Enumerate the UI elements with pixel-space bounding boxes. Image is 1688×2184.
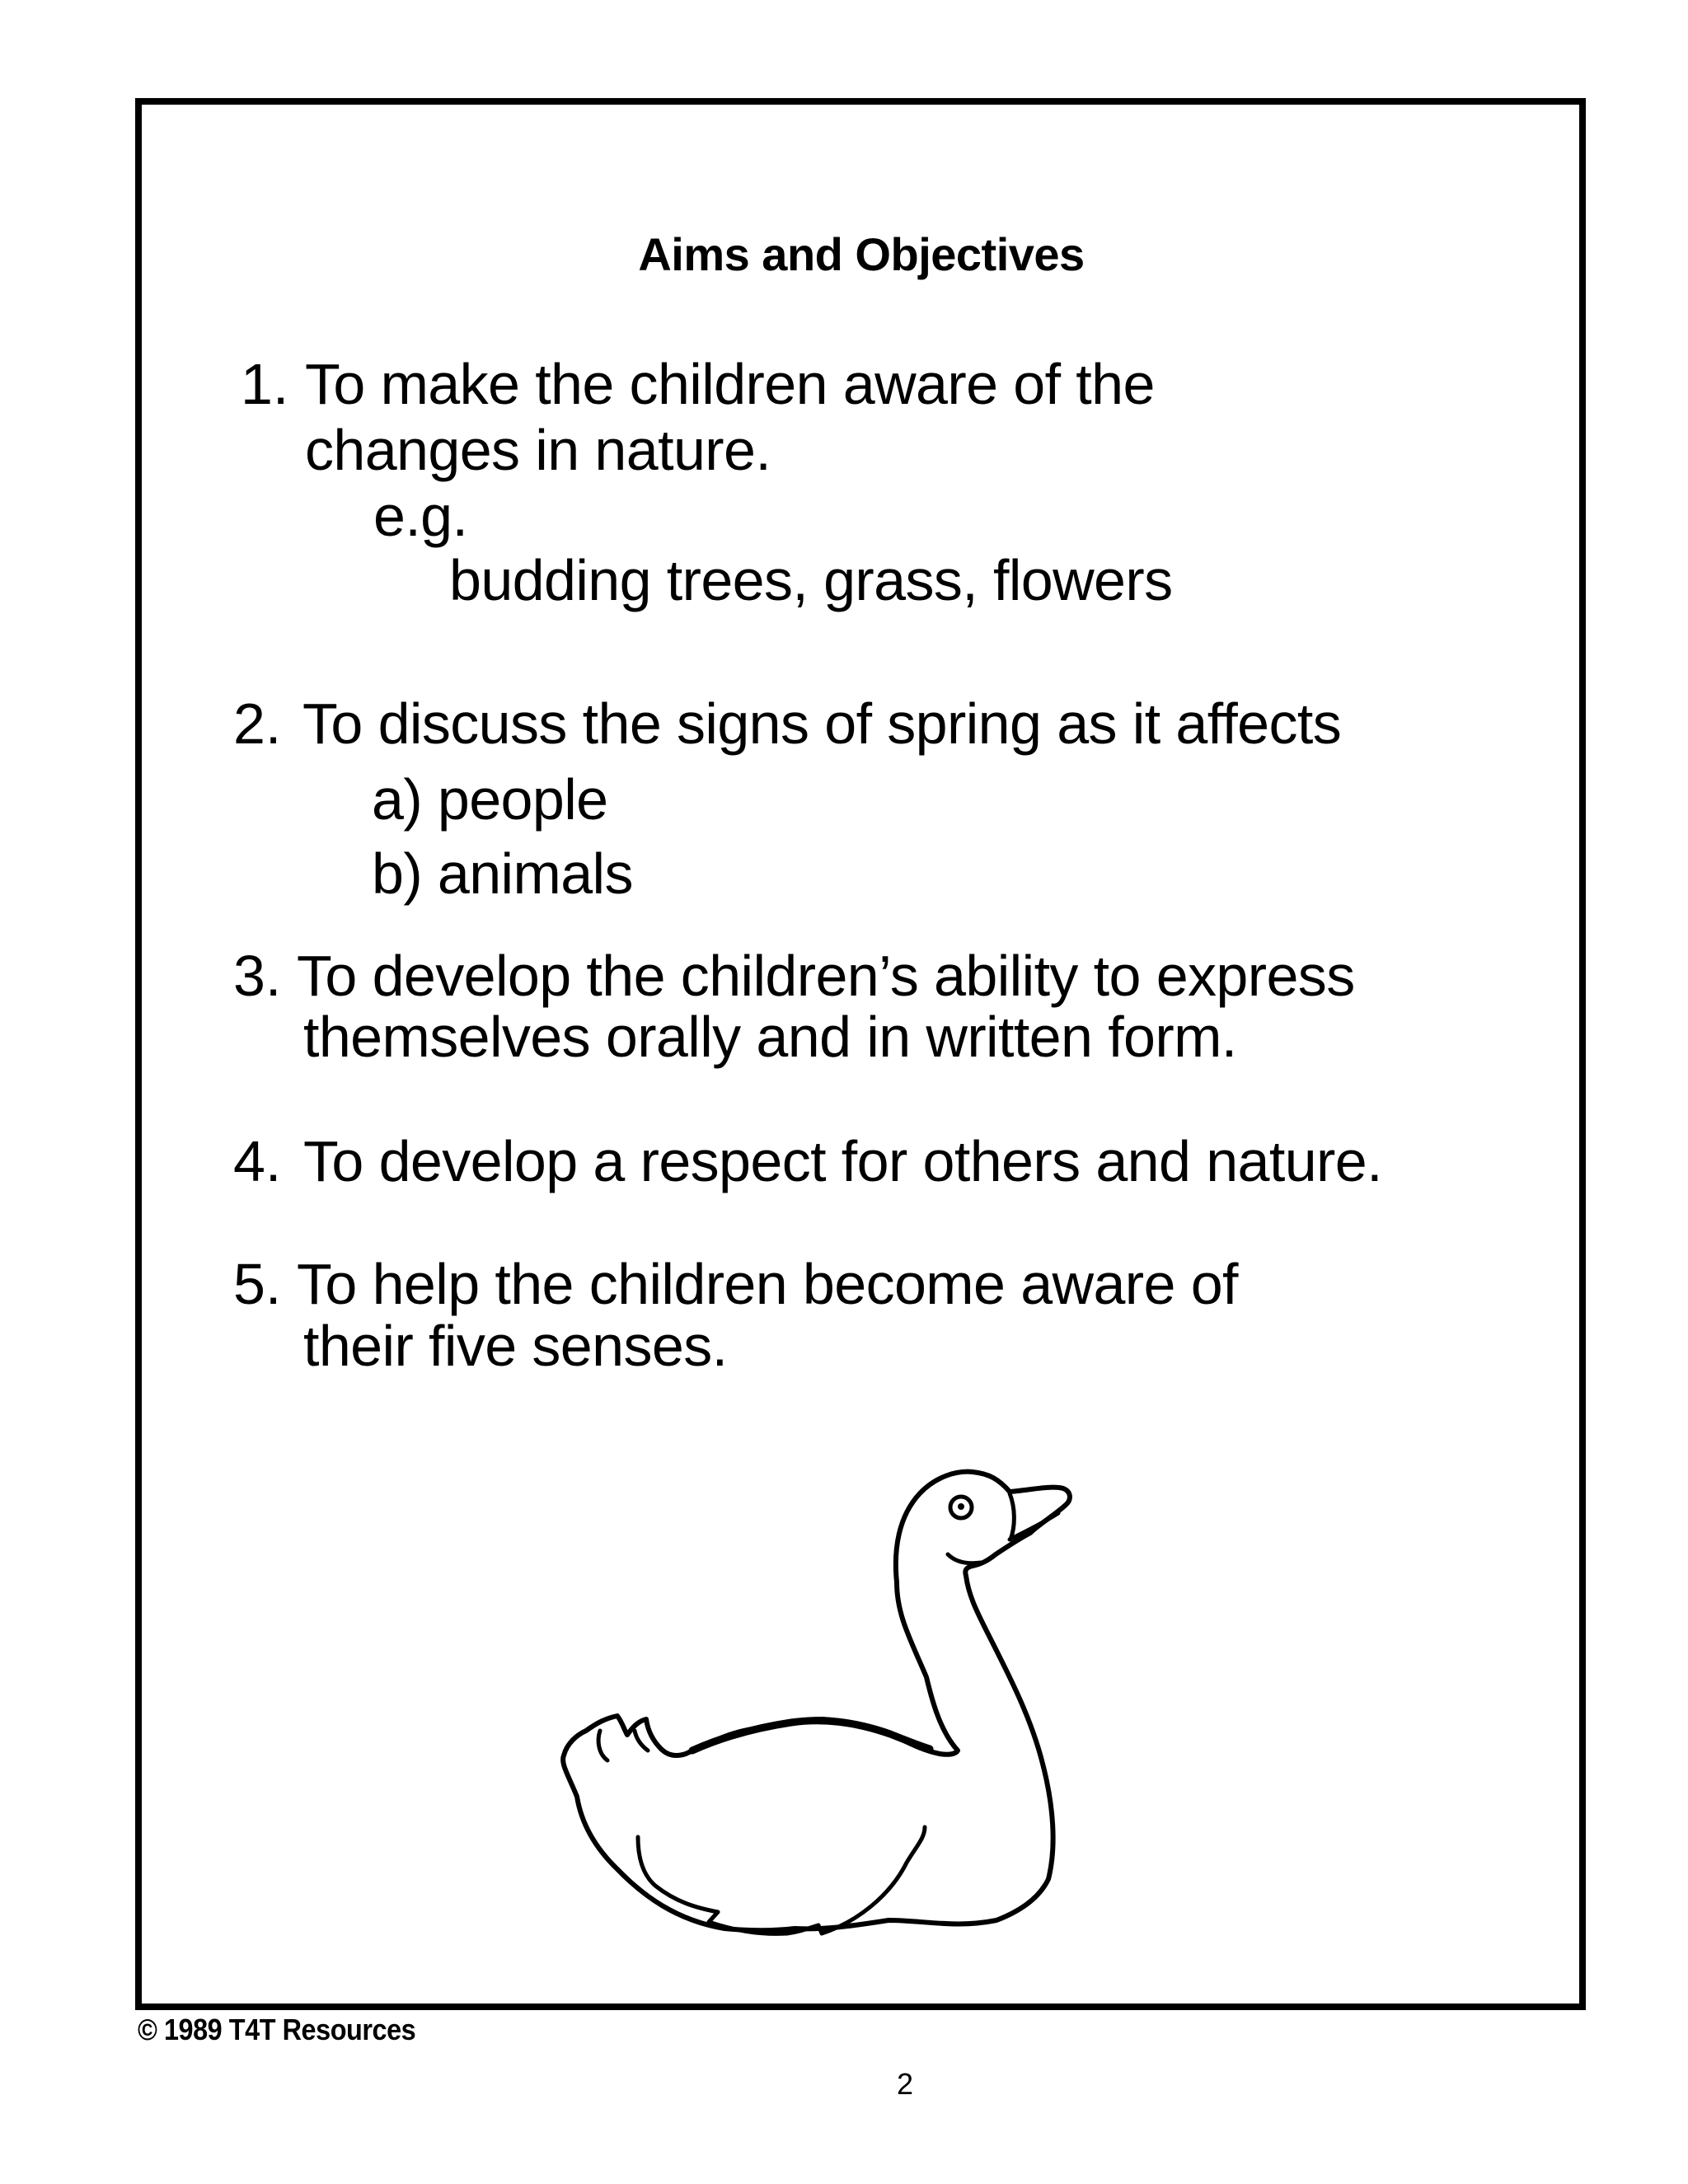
duck-illustration	[544, 1434, 1088, 1945]
objective-text-line: their five senses.	[303, 1314, 728, 1378]
objective-sub-item: a) people	[372, 767, 608, 832]
objective-text-line: changes in nature.	[305, 418, 771, 482]
duck-tail-feather	[598, 1731, 607, 1760]
objective-text-line: To make the children aware of the	[305, 352, 1155, 416]
objective-number: 1.	[241, 352, 289, 416]
objective-sub-item: b) animals	[372, 841, 633, 906]
duck-back-shading	[692, 1721, 930, 1750]
objective-text-line: To discuss the signs of spring as it affects	[302, 691, 1342, 756]
objective-text-line: To develop a respect for others and nature.	[303, 1129, 1382, 1193]
objective-text-line: themselves orally and in written form.	[303, 1005, 1237, 1069]
objective-number: 4.	[233, 1129, 282, 1193]
copyright-footer: © 1989 T4T Resources	[138, 2013, 416, 2046]
page-number: 2	[897, 2067, 914, 2101]
duck-beak-line	[1010, 1513, 1058, 1540]
objective-number: 2.	[233, 691, 282, 756]
objective-number: 3.	[233, 944, 282, 1008]
objective-text-line: To develop the children’s ability to express	[297, 944, 1355, 1008]
objective-sub-label: e.g.	[373, 484, 468, 548]
duck-tail-feather	[635, 1731, 648, 1750]
objective-text-line: To help the children become aware of	[297, 1252, 1238, 1316]
objective-sub-example: budding trees, grass, flowers	[449, 548, 1173, 612]
page-title: Aims and Objectives	[638, 228, 1085, 280]
objective-number: 5.	[233, 1252, 282, 1316]
duck-smile	[948, 1554, 981, 1563]
duck-beak-base	[1010, 1493, 1014, 1540]
